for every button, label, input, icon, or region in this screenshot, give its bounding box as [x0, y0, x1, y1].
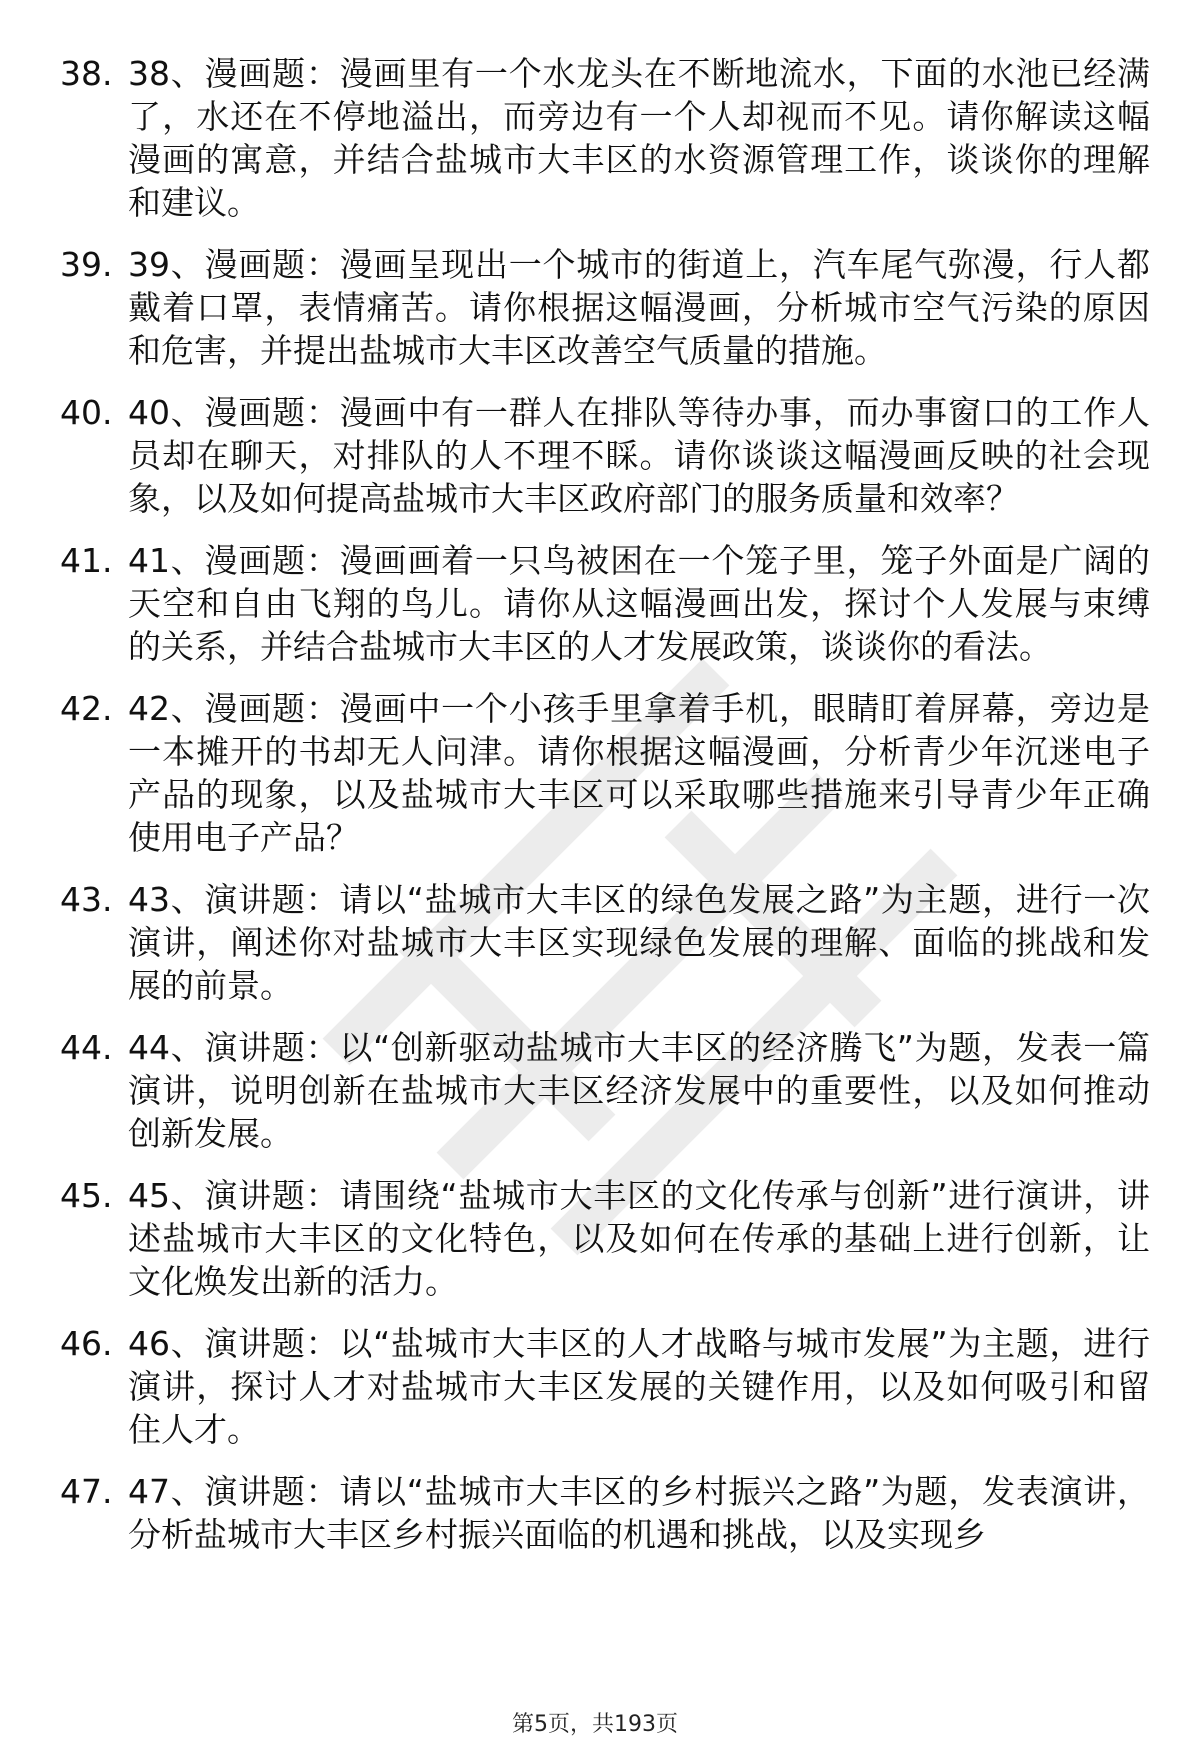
question-text: 45、演讲题：请围绕“盐城市大丰区的文化传承与创新”进行演讲，讲述盐城市大丰区的文化特色，以及如何在传承的基础上进行创新，让文化焕发出新的活力。: [128, 1176, 1150, 1301]
question-text: 39、漫画题：漫画呈现出一个城市的街道上，汽车尾气弥漫，行人都戴着口罩，表情痛苦。请你根据这幅漫画，分析城市空气污染的原因和危害，并提出盐城市大丰区改善空气质量的措施。: [128, 245, 1150, 370]
question-number: 44.: [60, 1028, 113, 1067]
list-item: [60, 687, 1150, 859]
list-item: [60, 1322, 1150, 1451]
question-number: 43.: [60, 880, 113, 919]
question-text: 47、演讲题：请以“盐城市大丰区的乡村振兴之路”为题，发表演讲，分析盐城市大丰区乡村振兴面临的机遇和挑战，以及实现乡: [128, 1472, 1150, 1554]
list-item: [60, 243, 1150, 372]
list-item: [60, 539, 1150, 668]
question-text: 43、演讲题：请以“盐城市大丰区的绿色发展之路”为主题，进行一次演讲，阐述你对盐城市大丰区实现绿色发展的理解、面临的挑战和发展的前景。: [128, 880, 1150, 1005]
list-item: [60, 52, 1150, 224]
question-text: 46、演讲题：以“盐城市大丰区的人才战略与城市发展”为主题，进行演讲，探讨人才对盐城市大丰区发展的关键作用，以及如何吸引和留住人才。: [128, 1324, 1150, 1449]
question-number: 47.: [60, 1472, 113, 1511]
question-text: 42、漫画题：漫画中一个小孩手里拿着手机，眼睛盯着屏幕，旁边是一本摊开的书却无人问津。请你根据这幅漫画，分析青少年沉迷电子产品的现象，以及盐城市大丰区可以采取哪些措施来引导青少年正确使用电子产品？: [128, 689, 1150, 857]
list-item: [60, 1470, 1150, 1556]
question-text: 41、漫画题：漫画画着一只鸟被困在一个笼子里，笼子外面是广阔的天空和自由飞翔的鸟儿。请你从这幅漫画出发，探讨个人发展与束缚的关系，并结合盐城市大丰区的人才发展政策，谈谈你的看法。: [128, 541, 1150, 666]
question-text: 44、演讲题：以“创新驱动盐城市大丰区的经济腾飞”为题，发表一篇演讲，说明创新在盐城市大丰区经济发展中的重要性，以及如何推动创新发展。: [128, 1028, 1150, 1153]
question-number: 38.: [60, 54, 113, 93]
question-number: 41.: [60, 541, 113, 580]
question-number: 46.: [60, 1324, 113, 1363]
question-list: [60, 52, 1150, 1575]
page-footer: 第5页，共193页: [512, 1712, 678, 1737]
question-number: 45.: [60, 1176, 113, 1215]
question-number: 39.: [60, 245, 113, 284]
list-item: [60, 878, 1150, 1007]
list-item: [60, 391, 1150, 520]
question-text: 38、漫画题：漫画里有一个水龙头在不断地流水，下面的水池已经满了，水还在不停地溢出，而旁边有一个人却视而不见。请你解读这幅漫画的寓意，并结合盐城市大丰区的水资源管理工作，谈谈你的理解和建议。: [128, 54, 1150, 222]
question-text: 40、漫画题：漫画中有一群人在排队等待办事，而办事窗口的工作人员却在聊天，对排队的人不理不睬。请你谈谈这幅漫画反映的社会现象，以及如何提高盐城市大丰区政府部门的服务质量和效率？: [128, 393, 1150, 518]
list-item: [60, 1026, 1150, 1155]
question-number: 42.: [60, 689, 113, 728]
list-item: [60, 1174, 1150, 1303]
question-number: 40.: [60, 393, 113, 432]
